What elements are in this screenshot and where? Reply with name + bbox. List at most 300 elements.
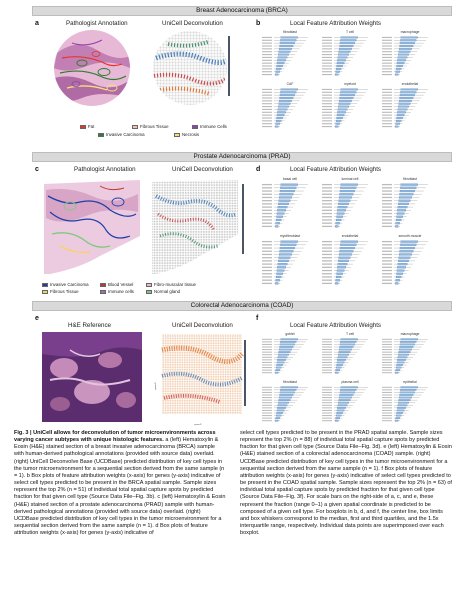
boxplot-box [278,357,288,359]
gene-label-mark [262,226,272,227]
gene-label-mark [382,92,392,93]
gene-label-mark [262,63,272,64]
boxplot-grid [262,332,428,421]
boxplot-box [400,190,415,192]
boxplot-box [399,51,411,53]
coad-deconvolution-map [150,330,250,428]
boxplot-box [280,341,296,343]
boxplot-box [277,213,284,215]
gene-label-mark [322,280,332,281]
boxplot-box [277,407,285,409]
boxplot-box [400,247,415,249]
boxplot-box [339,100,352,102]
gene-label-mark [322,71,332,72]
gene-label-mark [262,106,272,107]
gene-label-mark [322,187,332,188]
gene-label-mark [322,407,332,408]
gene-label-mark [382,283,392,284]
boxplot-box [398,354,409,356]
boxplot-box [398,57,408,59]
prad-attribution-boxplots [260,176,440,290]
gene-label-mark [262,276,272,277]
boxplot-box [339,254,352,256]
boxplot-box [340,190,355,192]
boxplot-box [340,394,354,396]
legend-swatch [100,290,106,294]
panel-b-title: Local Feature Attribution Weights [290,20,382,27]
gene-label-mark [262,273,272,274]
boxplot-subtitle: endothelial [401,82,419,86]
boxplot-box [398,54,409,56]
gene-label-mark [262,184,272,185]
gene-label-mark [322,126,332,127]
prad-annotation-image [40,176,144,280]
panel-e-title-right: UniCell Deconvolution [172,322,233,329]
boxplot-box [397,412,403,414]
boxplot-box [275,372,278,374]
legend-label: Fibro-muscular tissue [154,282,196,287]
boxplot-box [278,57,288,59]
boxplot-box [277,111,285,113]
panel-a-title-right: UniCell Deconvolution [162,20,223,27]
boxplot-box [336,276,341,278]
panel-c-title-left: Pathologist Annotation [74,166,136,173]
gene-label-mark [382,115,392,116]
gene-label-mark [382,48,392,49]
gene-label-mark [322,415,332,416]
gene-label-mark [382,400,392,401]
boxplot-box [397,407,405,409]
gene-label-mark [322,43,332,44]
boxplot-box [398,203,409,205]
gene-label-mark [382,95,392,96]
gene-label-mark [322,341,332,342]
gene-label-mark [382,273,392,274]
gene-label-mark [262,223,272,224]
boxplot-box [336,417,340,419]
boxplot-box [400,392,415,394]
legend-item [146,289,180,294]
boxplot-box [279,351,291,353]
gene-label-mark [382,389,392,390]
boxplot-box [340,346,354,348]
boxplot-box [335,126,338,128]
gene-label-mark [322,400,332,401]
boxplot-box [278,402,289,404]
gene-label-mark [262,68,272,69]
boxplot-box [400,244,416,246]
legend-label: Invasive Carcinoma [106,132,145,137]
boxplot-box [279,48,292,50]
boxplot-box [396,71,400,73]
gene-label-mark [382,219,392,220]
boxplot-box [398,357,408,359]
boxplot-box [277,117,283,119]
legend-item [100,289,134,294]
boxplot-box [396,415,401,417]
boxplot-box [279,100,292,102]
boxplot-box [399,103,411,105]
gene-label-mark [382,197,392,198]
gene-label-mark [262,241,272,242]
caption-fig-label: Fig. 3 | [14,430,34,436]
boxplot-box [398,263,408,265]
boxplot-box [279,197,292,199]
boxplot-box [277,65,283,67]
boxplot-box [278,405,288,407]
caption-column-1 [14,430,226,537]
gene-label-mark [262,51,272,52]
boxplot-box [397,213,404,215]
legend-label: Necrosis [182,132,200,137]
boxplot-box [397,111,405,113]
boxplot-box [338,260,349,262]
legend-item [174,132,199,137]
boxplot-box [281,339,298,341]
boxplot-box [341,387,358,389]
boxplot-box [400,97,414,99]
gene-label-mark [382,254,392,255]
gene-label-mark [382,71,392,72]
caption-text-1: a (left) Hematoxylin & Eosin (H&E) stained section of a breast invasive adenocarcinoma (BRCA) sample with human-derived pathological annotations (provided with source data) overlaid. (right) UniCell Deconvolve Base (UCDBase) predicted distribution of key cell types in the tumor microenvironment for a sequential section derived from the same sample (n = 1). b Box plots of feature attribution weights (x-axis) for genes (y-axis) indicative of select cell types predicted to be present in the BRCA spatial sample. Sample sizes represent the top 2% (n = 51) of individual total spatial capture spots by predicted fraction for that given cell type (Source Data File–Fig. 3b). c (left) Hematoxylin & Eosin (H&E) stained section of a prostate adenocarcinoma (PRAD) sample with human-derived pathological annotations (provided with source data) overlaid. (right) UCDBase predicted distribution of key cell types in the tumor microenvironment for a sequential section derived from the same sample (n = 1). d Box plots of feature attribution weights (x-axis) for genes (y-axis) indicative of [14,437,226,537]
boxplot-box [395,126,398,128]
gene-label-mark [382,40,392,41]
boxplot-box [280,244,296,246]
boxplot-box [281,89,298,91]
boxplot-box [340,39,356,41]
gene-label-mark [382,402,392,403]
boxplot-box [399,200,411,202]
boxplot-box [340,250,354,252]
boxplot-box [277,270,284,272]
boxplot-box [401,387,418,389]
gene-label-mark [262,357,272,358]
boxplot-box [336,367,341,369]
gene-label-mark [262,354,272,355]
gene-label-mark [322,223,332,224]
boxplot-box [396,369,400,371]
legend-item [132,124,169,129]
brca-annotation-image [52,28,132,108]
boxplot-box [339,397,352,399]
gene-label-mark [382,405,392,406]
boxplot-subtitle: fibroblast [283,30,297,34]
gene-label-mark [262,120,272,121]
gene-label-mark [262,200,272,201]
gene-label-mark [262,405,272,406]
boxplot-box [280,45,294,47]
boxplot-box [337,117,343,119]
legend-label: Blood Vessel [108,282,134,287]
boxplot-box [399,399,411,401]
boxplot-box [276,123,280,125]
gene-label-mark [322,200,332,201]
gene-label-mark [322,357,332,358]
gene-label-mark [262,65,272,66]
boxplot-box [276,276,281,278]
gene-label-mark [262,407,272,408]
boxplot-subtitle: myeloid [344,82,356,86]
gene-label-mark [382,357,392,358]
legend-item [192,124,227,129]
boxplot-box [338,54,349,56]
legend-swatch [146,290,152,294]
boxplot-box [279,397,292,399]
boxplot-box [277,266,285,268]
gene-label-mark [322,362,332,363]
gene-label-mark [262,190,272,191]
gene-label-mark [382,89,392,90]
gene-label-mark [262,346,272,347]
boxplot-box [277,273,283,275]
boxplot-box [340,97,354,99]
gene-label-mark [322,100,332,101]
boxplot-box [337,111,345,113]
boxplot-box [337,216,343,218]
gene-label-mark [322,410,332,411]
legend-swatch [42,290,48,294]
boxplot-box [280,394,294,396]
legend-label: Normal gland [154,289,181,294]
gene-label-mark [382,354,392,355]
gene-label-mark [262,60,272,61]
gene-label-mark [322,37,332,38]
panel-e-title-left: H&E Reference [68,322,111,329]
brca-attribution-boxplots [260,29,440,133]
gene-label-mark [382,415,392,416]
boxplot-subtitle: luminal cell [341,177,359,181]
gene-label-mark [262,254,272,255]
gene-label-mark [262,213,272,214]
boxplot-box [279,254,292,256]
boxplot-box [280,39,296,41]
gene-label-mark [382,339,392,340]
panel-label-b: b [256,20,261,27]
gene-label-mark [382,51,392,52]
boxplot-box [336,279,340,281]
gene-label-mark [382,267,392,268]
gene-label-mark [322,260,332,261]
gene-label-mark [322,115,332,116]
gene-label-mark [382,420,392,421]
gene-label-mark [322,112,332,113]
gene-label-mark [262,45,272,46]
boxplot-box [335,420,338,422]
boxplot-box [400,45,414,47]
gene-label-mark [262,362,272,363]
boxplot-box [278,54,289,56]
gene-label-mark [262,71,272,72]
boxplot-box [340,45,354,47]
gene-label-mark [382,257,392,258]
gene-label-mark [322,349,332,350]
boxplot-box [339,349,352,351]
boxplot-box [280,193,294,195]
gene-label-mark [262,57,272,58]
gene-label-mark [262,197,272,198]
gene-label-mark [322,283,332,284]
boxplot-box [399,257,411,259]
boxplot-box [397,62,404,64]
boxplot-box [400,344,415,346]
boxplot-box [276,369,280,371]
boxplot-box [340,42,355,44]
coad-axis-x-label: spatial1 [194,424,202,426]
boxplot-box [400,250,414,252]
gene-label-mark [262,43,272,44]
boxplot-box [280,97,294,99]
gene-label-mark [382,226,392,227]
boxplot-box [401,37,418,39]
boxplot-box [276,71,280,73]
gene-label-mark [322,402,332,403]
legend-item [42,282,89,287]
gene-label-mark [382,359,392,360]
gene-label-mark [382,126,392,127]
gene-label-mark [382,392,392,393]
boxplot-box [397,362,404,364]
section-band-coad: Colorectal Adenocarcinoma (COAD) [32,301,452,311]
boxplot-box [339,197,352,199]
boxplot-box [339,351,351,353]
boxplot-box [336,123,340,125]
gene-label-mark [322,372,332,373]
boxplot-box [281,387,298,389]
boxplot-box [276,279,280,281]
gene-label-mark [262,341,272,342]
boxplot-box [279,103,291,105]
boxplot-box [395,225,398,227]
caption-text-2: select cell types predicted to be present in the PRAD spatial sample. Sample sizes represent the top 2% (n = 88) of individual total spatial capture spots by predicted fraction for that given cell type (Source Data File–Fig. 3d). e (left) Hematoxylin & Eosin (H&E) stained section of a colorectal adenocarcinoma (COAD) sample. (right) UCDBase predicted distribution of key cell types in the tumor microenvironment for a sequential section derived from the same sample (n = 1). f Box plots of feature attribution weights (x-axis) for genes (y-axis) indicative of select cell types predicted to be present in the COAD spatial sample. Sample sizes represent the top 2% (n = 63) of individual total spatial capture spots by predicted fraction for that given cell type (Source Data File–Fig. 3f). For scale bars on the right-side of a, c, and e, these represent the fraction (range 0–1) a given spatial coordinate is predicted to be composed of a given cell type. For boxplots in b, d, and f, the center line, box limits and box whiskers correspond to the median, first and third quartiles, and the 1.5x interquartile range, respectively. Individual data points are superimposed over each boxplot. [240,430,452,537]
gene-label-mark [382,194,392,195]
boxplot-box [398,106,409,108]
boxplot-box [337,209,345,211]
boxplot-box [340,344,355,346]
boxplot-box [277,62,284,64]
gene-label-mark [262,349,272,350]
boxplot-box [401,184,418,186]
gene-label-mark [262,372,272,373]
boxplot-box [396,123,400,125]
gene-label-mark [382,200,392,201]
boxplot-box [336,415,341,417]
coad-he-image [40,330,144,424]
boxplot-box [399,397,412,399]
boxplot-box [396,276,401,278]
gene-label-mark [262,367,272,368]
boxplot-box [280,247,295,249]
gene-label-mark [322,257,332,258]
gene-label-mark [322,103,332,104]
boxplot-box [336,222,340,224]
boxplot-box [339,257,351,259]
panel-f-title: Local Feature Attribution Weights [290,322,382,329]
gene-label-mark [262,115,272,116]
boxplot-subtitle: macrophage [400,332,420,336]
boxplot-box [400,42,415,44]
panel-label-e: e [35,315,39,322]
gene-label-mark [382,68,392,69]
boxplot-box [397,216,403,218]
legend-swatch [42,283,48,287]
boxplot-box [338,109,348,111]
gene-label-mark [262,359,272,360]
gene-label-mark [322,354,332,355]
boxplot-box [276,415,281,417]
gene-label-mark [382,57,392,58]
boxplot-box [397,65,403,67]
gene-label-mark [382,184,392,185]
boxplot-box [399,197,412,199]
boxplot-box [397,270,404,272]
boxplot-box [395,74,398,76]
boxplot-box [340,341,356,343]
panel-d-title: Local Feature Attribution Weights [290,166,382,173]
gene-label-mark [262,117,272,118]
boxplot-box [399,351,411,353]
panel-label-d: d [256,166,261,173]
legend-swatch [192,125,198,129]
gene-label-mark [262,339,272,340]
boxplot-box [399,48,412,50]
panel-a-title-left: Pathologist Annotation [66,20,128,27]
boxplot-box [337,359,345,361]
gene-label-mark [322,270,332,271]
gene-label-mark [382,412,392,413]
boxplot-subtitle: smooth muscle [398,234,422,238]
gene-label-mark [322,65,332,66]
gene-label-mark [382,364,392,365]
gene-label-mark [322,95,332,96]
boxplot-box [397,410,404,412]
boxplot-box [397,359,405,361]
prad-deconvolution-map [148,176,248,280]
boxplot-box [336,120,341,122]
boxplot-box [278,263,288,265]
boxplot-grid [262,177,428,284]
legend-swatch [100,283,106,287]
boxplot-box [400,389,416,391]
gene-label-mark [262,389,272,390]
gene-label-mark [382,123,392,124]
gene-label-mark [262,210,272,211]
boxplot-box [398,405,408,407]
boxplot-box [280,94,295,96]
boxplot-box [400,39,416,41]
boxplot-box [277,364,283,366]
gene-label-mark [382,346,392,347]
gene-label-mark [322,397,332,398]
legend-label: Fibrous Tissue [50,289,79,294]
boxplot-box [338,357,348,359]
boxplot-box [396,279,400,281]
gene-label-mark [322,254,332,255]
gene-label-mark [262,203,272,204]
boxplot-box [397,114,404,116]
gene-label-mark [322,244,332,245]
gene-label-mark [382,97,392,98]
gene-label-mark [322,184,332,185]
boxplot-box [276,417,280,419]
gene-label-mark [262,344,272,345]
gene-label-mark [262,387,272,388]
gene-label-mark [322,276,332,277]
boxplot-box [277,209,285,211]
gene-label-mark [382,410,392,411]
gene-label-mark [382,407,392,408]
boxplot-box [341,241,358,243]
boxplot-box [337,266,345,268]
